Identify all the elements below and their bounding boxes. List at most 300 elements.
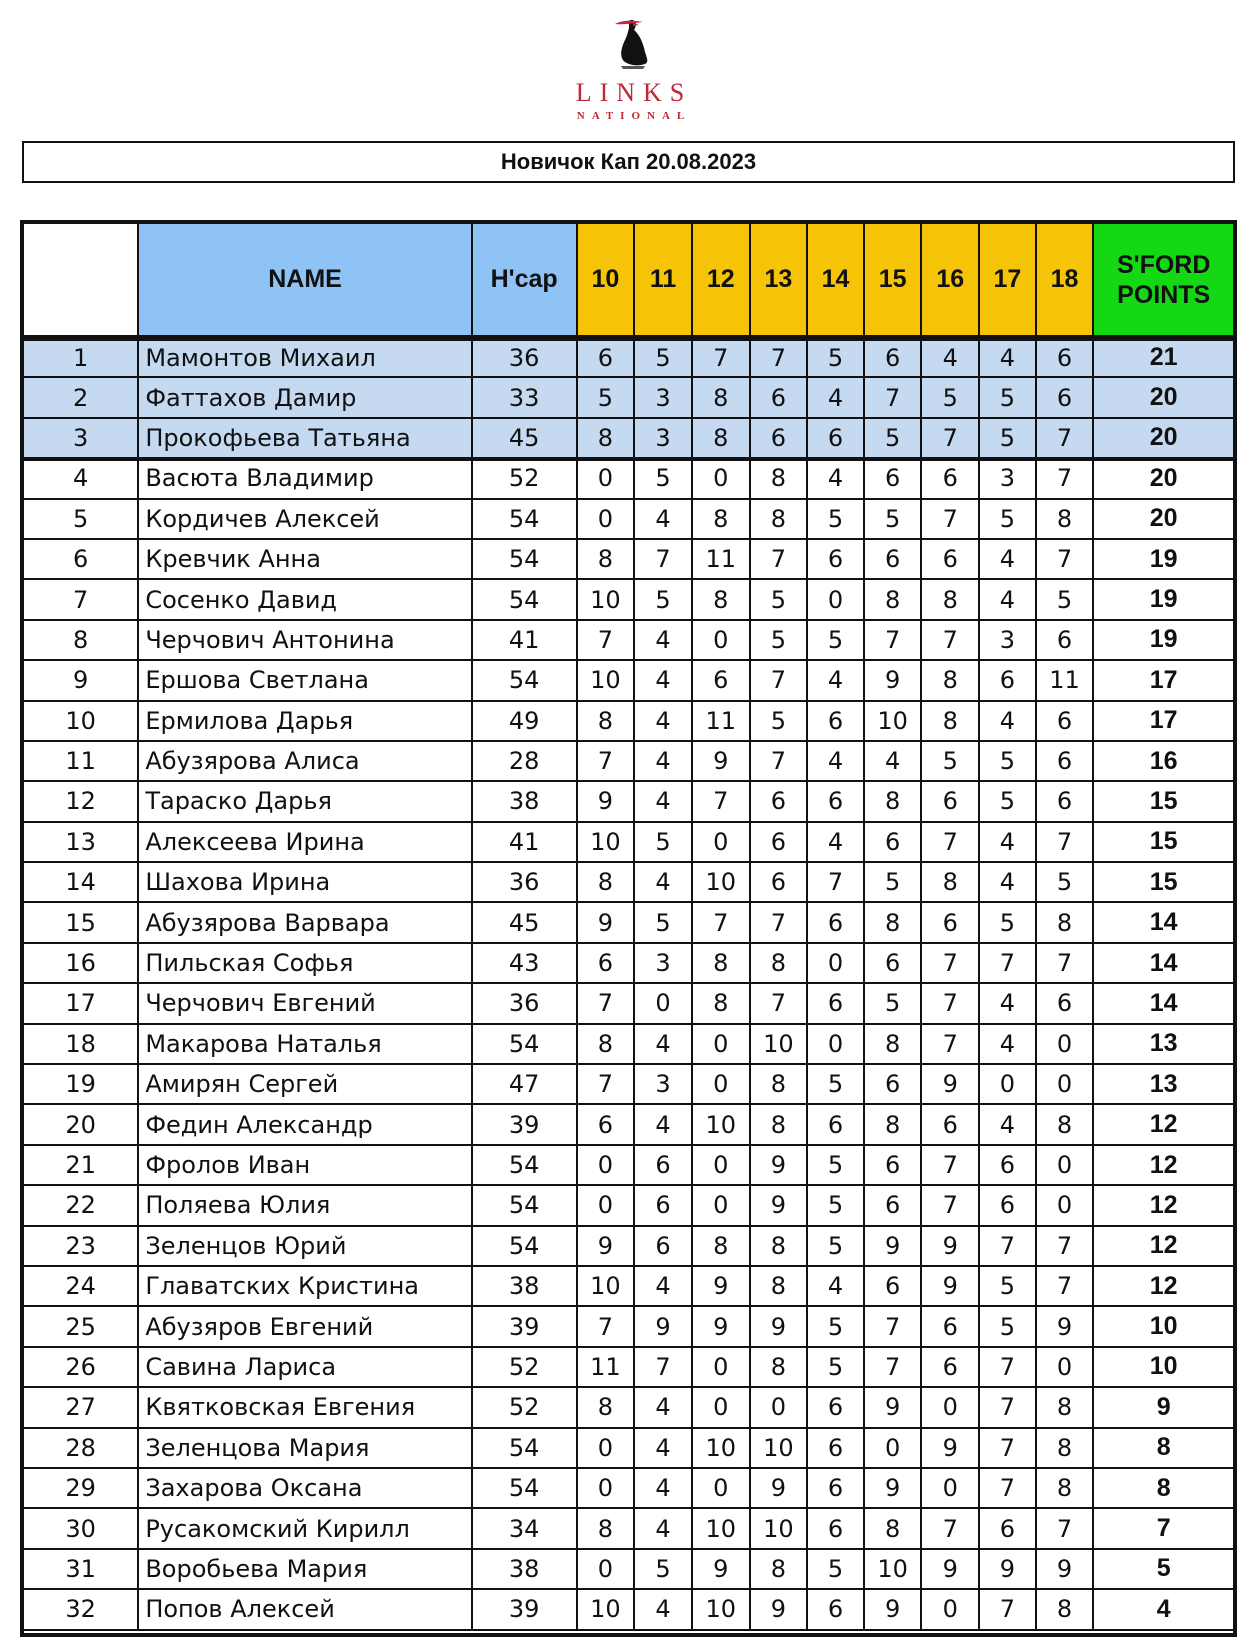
- hole-score-cell: 7: [750, 983, 808, 1023]
- hole-score-cell: 10: [692, 1104, 750, 1144]
- hole-score-cell: 4: [979, 539, 1036, 579]
- hole-score-cell: 6: [807, 1387, 864, 1427]
- hole-score-cell: 6: [864, 458, 922, 498]
- points-cell: 21: [1093, 337, 1234, 377]
- table-row: [23, 458, 1234, 498]
- hcap-cell: 52: [472, 1387, 577, 1427]
- hole-score-cell: 7: [807, 862, 864, 902]
- rank-cell: 28: [23, 1428, 138, 1468]
- header-row: [23, 223, 1234, 337]
- table-row: [23, 499, 1234, 539]
- hole-score-cell: 4: [807, 741, 864, 781]
- hole-score-cell: 4: [634, 1104, 692, 1144]
- hole-score-cell: 6: [864, 1064, 922, 1104]
- hole-score-cell: 5: [864, 499, 922, 539]
- hole-score-cell: 8: [921, 660, 979, 700]
- rank-cell: 32: [23, 1589, 138, 1629]
- hole-score-cell: 6: [864, 1185, 922, 1225]
- points-cell: 15: [1093, 822, 1234, 862]
- hole-score-cell: 5: [979, 902, 1036, 942]
- hole-score-cell: 8: [750, 1226, 808, 1266]
- hole-score-cell: 5: [1036, 862, 1094, 902]
- hole-score-cell: 10: [692, 1508, 750, 1548]
- hcap-cell: 54: [472, 1145, 577, 1185]
- hcap-header: H'cap: [472, 223, 577, 337]
- hcap-cell: 41: [472, 620, 577, 660]
- hole-score-cell: 7: [577, 1306, 635, 1346]
- hole-header: 17: [979, 223, 1036, 337]
- name-cell: Поляева Юлия: [138, 1185, 471, 1225]
- hole-score-cell: 7: [692, 337, 750, 377]
- hole-score-cell: 6: [807, 983, 864, 1023]
- hole-score-cell: 5: [979, 499, 1036, 539]
- hole-score-cell: 8: [750, 458, 808, 498]
- hole-score-cell: 5: [634, 822, 692, 862]
- table-row: [23, 1024, 1234, 1064]
- rank-cell: 9: [23, 660, 138, 700]
- hole-score-cell: 6: [577, 337, 635, 377]
- rank-cell: 20: [23, 1104, 138, 1144]
- hole-score-cell: 8: [692, 983, 750, 1023]
- hcap-cell: 54: [472, 1185, 577, 1225]
- hole-score-cell: 5: [979, 418, 1036, 458]
- hole-score-cell: 5: [807, 499, 864, 539]
- hole-score-cell: 4: [634, 660, 692, 700]
- table-row: [23, 377, 1234, 417]
- rank-cell: 18: [23, 1024, 138, 1064]
- hole-score-cell: 0: [1036, 1145, 1094, 1185]
- hole-score-cell: 0: [577, 1185, 635, 1225]
- table-row: [23, 1064, 1234, 1104]
- table-row: [23, 1145, 1234, 1185]
- name-cell: Тараско Дарья: [138, 781, 471, 821]
- points-header: [1093, 223, 1234, 337]
- hole-score-cell: 8: [864, 781, 922, 821]
- hole-score-cell: 7: [921, 620, 979, 660]
- hole-score-cell: 5: [807, 1226, 864, 1266]
- hole-score-cell: 4: [634, 701, 692, 741]
- hole-score-cell: 6: [864, 539, 922, 579]
- table-row: [23, 660, 1234, 700]
- hole-score-cell: 10: [750, 1508, 808, 1548]
- hole-score-cell: 4: [807, 660, 864, 700]
- hole-score-cell: 7: [979, 1428, 1036, 1468]
- name-cell: Васюта Владимир: [138, 458, 471, 498]
- name-header: NAME: [138, 223, 471, 337]
- hole-score-cell: 3: [979, 458, 1036, 498]
- hole-score-cell: 5: [750, 620, 808, 660]
- hole-score-cell: 7: [864, 377, 922, 417]
- hole-score-cell: 9: [921, 1266, 979, 1306]
- hole-score-cell: 9: [750, 1468, 808, 1508]
- hole-score-cell: 8: [577, 1024, 635, 1064]
- hole-score-cell: 9: [577, 781, 635, 821]
- hole-score-cell: 0: [692, 1387, 750, 1427]
- points-cell: 14: [1093, 983, 1234, 1023]
- hole-score-cell: 10: [577, 1589, 635, 1629]
- name-cell: Черчович Евгений: [138, 983, 471, 1023]
- hole-score-cell: 3: [634, 943, 692, 983]
- hcap-cell: 54: [472, 1024, 577, 1064]
- hole-score-cell: 6: [750, 781, 808, 821]
- hole-score-cell: 4: [807, 458, 864, 498]
- table-row: [23, 1226, 1234, 1266]
- hcap-cell: 38: [472, 1266, 577, 1306]
- table-row: [23, 1104, 1234, 1144]
- hcap-cell: 52: [472, 1347, 577, 1387]
- hole-score-cell: 6: [921, 458, 979, 498]
- table-row: [23, 539, 1234, 579]
- name-cell: Амирян Сергей: [138, 1064, 471, 1104]
- hole-score-cell: 9: [921, 1428, 979, 1468]
- rank-cell: 17: [23, 983, 138, 1023]
- hole-score-cell: 0: [577, 1428, 635, 1468]
- hole-score-cell: 10: [577, 822, 635, 862]
- hole-score-cell: 7: [692, 781, 750, 821]
- logo-brand: LINKS: [575, 78, 693, 107]
- hole-score-cell: 5: [921, 741, 979, 781]
- hole-score-cell: 4: [634, 1508, 692, 1548]
- points-cell: 4: [1093, 1589, 1234, 1629]
- rank-cell: 5: [23, 499, 138, 539]
- hole-score-cell: 5: [979, 1306, 1036, 1346]
- hole-score-cell: 0: [692, 1347, 750, 1387]
- hole-score-cell: 4: [979, 701, 1036, 741]
- table-row: [23, 1428, 1234, 1468]
- hole-score-cell: 8: [750, 1104, 808, 1144]
- hole-score-cell: 6: [979, 660, 1036, 700]
- hole-score-cell: 6: [921, 1347, 979, 1387]
- hole-score-cell: 0: [692, 1185, 750, 1225]
- name-cell: Макарова Наталья: [138, 1024, 471, 1064]
- hole-score-cell: 6: [979, 1508, 1036, 1548]
- hole-header: 11: [634, 223, 692, 337]
- hole-score-cell: 0: [692, 1145, 750, 1185]
- hcap-cell: 54: [472, 1226, 577, 1266]
- points-cell: 10: [1093, 1306, 1234, 1346]
- hole-score-cell: 5: [807, 1064, 864, 1104]
- hole-score-cell: 0: [634, 983, 692, 1023]
- hole-score-cell: 5: [807, 1549, 864, 1589]
- hole-header: 10: [577, 223, 635, 337]
- hole-score-cell: 6: [750, 862, 808, 902]
- hole-score-cell: 8: [1036, 1468, 1094, 1508]
- hole-score-cell: 0: [577, 458, 635, 498]
- hole-score-cell: 8: [864, 1104, 922, 1144]
- hole-score-cell: 6: [634, 1185, 692, 1225]
- hole-score-cell: 5: [807, 337, 864, 377]
- rank-cell: 26: [23, 1347, 138, 1387]
- points-header-line2: POINTS: [1117, 280, 1211, 309]
- hole-score-cell: 9: [921, 1226, 979, 1266]
- hole-score-cell: 7: [577, 741, 635, 781]
- hole-score-cell: 4: [634, 741, 692, 781]
- hole-score-cell: 9: [1036, 1549, 1094, 1589]
- hole-score-cell: 0: [921, 1387, 979, 1427]
- hole-score-cell: 6: [1036, 701, 1094, 741]
- hole-score-cell: 7: [577, 620, 635, 660]
- hole-score-cell: 0: [577, 1145, 635, 1185]
- rank-cell: 14: [23, 862, 138, 902]
- hole-score-cell: 6: [864, 1145, 922, 1185]
- name-cell: Прокофьева Татьяна: [138, 418, 471, 458]
- hole-score-cell: 5: [634, 579, 692, 619]
- hole-score-cell: 0: [864, 1428, 922, 1468]
- hole-score-cell: 8: [864, 902, 922, 942]
- hole-score-cell: 8: [692, 499, 750, 539]
- table-row: [23, 781, 1234, 821]
- swoosh-icon: [615, 18, 643, 28]
- hole-header: 15: [864, 223, 922, 337]
- hole-score-cell: 6: [1036, 620, 1094, 660]
- table-row: [23, 418, 1234, 458]
- hole-score-cell: 8: [577, 418, 635, 458]
- hole-score-cell: 10: [692, 1589, 750, 1629]
- hole-score-cell: 7: [979, 1589, 1036, 1629]
- hole-score-cell: 11: [692, 539, 750, 579]
- name-cell: Воробьева Мария: [138, 1549, 471, 1589]
- hole-score-cell: 4: [864, 741, 922, 781]
- hole-score-cell: 0: [577, 499, 635, 539]
- hole-score-cell: 8: [750, 1266, 808, 1306]
- hole-score-cell: 8: [750, 943, 808, 983]
- hole-score-cell: 6: [807, 1428, 864, 1468]
- hole-score-cell: 7: [1036, 943, 1094, 983]
- rank-cell: 16: [23, 943, 138, 983]
- points-cell: 13: [1093, 1064, 1234, 1104]
- hole-score-cell: 7: [979, 1347, 1036, 1387]
- hole-score-cell: 7: [634, 1347, 692, 1387]
- hole-score-cell: 6: [864, 337, 922, 377]
- hole-score-cell: 7: [921, 1024, 979, 1064]
- hole-score-cell: 6: [1036, 781, 1094, 821]
- event-title: Новичок Кап 20.08.2023: [22, 141, 1235, 183]
- table-row: [23, 741, 1234, 781]
- hole-score-cell: 8: [577, 539, 635, 579]
- rank-cell: 19: [23, 1064, 138, 1104]
- hole-score-cell: 4: [979, 822, 1036, 862]
- rank-cell: 13: [23, 822, 138, 862]
- rank-cell: 8: [23, 620, 138, 660]
- rank-cell: 21: [23, 1145, 138, 1185]
- hole-score-cell: 9: [750, 1145, 808, 1185]
- hole-score-cell: 6: [807, 1508, 864, 1548]
- hole-score-cell: 10: [692, 1428, 750, 1468]
- hole-score-cell: 9: [921, 1064, 979, 1104]
- points-cell: 15: [1093, 781, 1234, 821]
- hole-score-cell: 5: [979, 377, 1036, 417]
- name-cell: Пильская Софья: [138, 943, 471, 983]
- hole-score-cell: 8: [864, 1024, 922, 1064]
- hole-score-cell: 9: [692, 1306, 750, 1346]
- hole-score-cell: 3: [634, 1064, 692, 1104]
- points-cell: 12: [1093, 1145, 1234, 1185]
- hole-score-cell: 6: [634, 1145, 692, 1185]
- hole-score-cell: 8: [750, 1549, 808, 1589]
- hole-score-cell: 0: [979, 1064, 1036, 1104]
- hole-score-cell: 6: [577, 1104, 635, 1144]
- hole-score-cell: 5: [864, 862, 922, 902]
- hole-score-cell: 7: [634, 539, 692, 579]
- name-cell: Захарова Оксана: [138, 1468, 471, 1508]
- hole-score-cell: 7: [864, 620, 922, 660]
- rank-cell: 22: [23, 1185, 138, 1225]
- hole-score-cell: 9: [634, 1306, 692, 1346]
- name-cell: Черчович Антонина: [138, 620, 471, 660]
- hole-score-cell: 4: [979, 337, 1036, 377]
- name-cell: Главатских Кристина: [138, 1266, 471, 1306]
- logo-subtitle: NATIONAL: [576, 110, 692, 122]
- hole-score-cell: 10: [750, 1024, 808, 1064]
- hole-score-cell: 6: [1036, 741, 1094, 781]
- table-row: [23, 1185, 1234, 1225]
- table-row: [23, 579, 1234, 619]
- hole-score-cell: 4: [807, 1266, 864, 1306]
- table-row: [23, 943, 1234, 983]
- hole-header: 18: [1036, 223, 1094, 337]
- hole-score-cell: 4: [634, 499, 692, 539]
- hole-score-cell: 5: [864, 983, 922, 1023]
- name-cell: Сосенко Давид: [138, 579, 471, 619]
- hcap-cell: 54: [472, 579, 577, 619]
- hole-score-cell: 4: [634, 1266, 692, 1306]
- hole-score-cell: 8: [692, 943, 750, 983]
- name-cell: Кревчик Анна: [138, 539, 471, 579]
- name-cell: Абузяров Евгений: [138, 1306, 471, 1346]
- hole-score-cell: 5: [921, 377, 979, 417]
- hcap-cell: 49: [472, 701, 577, 741]
- hole-score-cell: 7: [750, 660, 808, 700]
- hole-score-cell: 5: [750, 701, 808, 741]
- hole-score-cell: 5: [807, 1185, 864, 1225]
- name-cell: Попов Алексей: [138, 1589, 471, 1629]
- hole-score-cell: 0: [692, 1024, 750, 1064]
- points-cell: 12: [1093, 1185, 1234, 1225]
- hole-score-cell: 8: [577, 701, 635, 741]
- name-cell: Фролов Иван: [138, 1145, 471, 1185]
- hole-score-cell: 5: [979, 741, 1036, 781]
- hole-score-cell: 11: [1036, 660, 1094, 700]
- hole-score-cell: 0: [921, 1589, 979, 1629]
- hole-score-cell: 8: [692, 418, 750, 458]
- table-row: [23, 1387, 1234, 1427]
- name-cell: Савина Лариса: [138, 1347, 471, 1387]
- name-cell: Зеленцова Мария: [138, 1428, 471, 1468]
- hole-score-cell: 6: [692, 660, 750, 700]
- hole-score-cell: 7: [921, 1145, 979, 1185]
- hole-score-cell: 3: [979, 620, 1036, 660]
- hole-score-cell: 4: [921, 337, 979, 377]
- hcap-cell: 39: [472, 1104, 577, 1144]
- hole-score-cell: 8: [1036, 499, 1094, 539]
- hole-score-cell: 9: [750, 1185, 808, 1225]
- points-cell: 10: [1093, 1347, 1234, 1387]
- hole-score-cell: 4: [807, 377, 864, 417]
- points-cell: 20: [1093, 458, 1234, 498]
- hole-score-cell: 7: [979, 943, 1036, 983]
- points-cell: 7: [1093, 1508, 1234, 1548]
- table-row: [23, 983, 1234, 1023]
- hole-score-cell: 4: [979, 1024, 1036, 1064]
- table-row: [23, 822, 1234, 862]
- points-cell: 16: [1093, 741, 1234, 781]
- points-cell: 13: [1093, 1024, 1234, 1064]
- hole-score-cell: 6: [577, 943, 635, 983]
- table-row: [23, 1589, 1234, 1629]
- hole-score-cell: 8: [864, 1508, 922, 1548]
- points-cell: 15: [1093, 862, 1234, 902]
- hole-score-cell: 7: [1036, 822, 1094, 862]
- hole-score-cell: 5: [1036, 579, 1094, 619]
- hole-score-cell: 6: [807, 1104, 864, 1144]
- hole-score-cell: 5: [577, 377, 635, 417]
- points-cell: 20: [1093, 499, 1234, 539]
- rank-cell: 23: [23, 1226, 138, 1266]
- rank-cell: 11: [23, 741, 138, 781]
- hcap-cell: 28: [472, 741, 577, 781]
- table-row: [23, 701, 1234, 741]
- hole-score-cell: 7: [864, 1347, 922, 1387]
- rank-cell: 31: [23, 1549, 138, 1589]
- hole-score-cell: 4: [634, 862, 692, 902]
- hcap-cell: 41: [472, 822, 577, 862]
- table-row: [23, 1347, 1234, 1387]
- hole-score-cell: 6: [807, 418, 864, 458]
- hole-score-cell: 8: [1036, 902, 1094, 942]
- rank-cell: 30: [23, 1508, 138, 1548]
- hole-score-cell: 9: [864, 1589, 922, 1629]
- hole-score-cell: 9: [864, 660, 922, 700]
- hole-score-cell: 5: [634, 1549, 692, 1589]
- table-row: [23, 1549, 1234, 1589]
- table-row: [23, 1468, 1234, 1508]
- hcap-cell: 54: [472, 539, 577, 579]
- hcap-cell: 34: [472, 1508, 577, 1548]
- hole-score-cell: 0: [750, 1387, 808, 1427]
- name-cell: Мамонтов Михаил: [138, 337, 471, 377]
- hole-score-cell: 6: [1036, 377, 1094, 417]
- hole-score-cell: 5: [807, 1306, 864, 1346]
- hole-score-cell: 9: [692, 1549, 750, 1589]
- hole-score-cell: 6: [864, 1266, 922, 1306]
- hole-score-cell: 4: [634, 1024, 692, 1064]
- rank-cell: 12: [23, 781, 138, 821]
- hole-score-cell: 10: [750, 1428, 808, 1468]
- hole-score-cell: 7: [750, 539, 808, 579]
- hcap-cell: 43: [472, 943, 577, 983]
- hole-score-cell: 9: [577, 1226, 635, 1266]
- hole-score-cell: 11: [692, 701, 750, 741]
- hole-score-cell: 0: [692, 458, 750, 498]
- points-cell: 12: [1093, 1226, 1234, 1266]
- hcap-cell: 36: [472, 862, 577, 902]
- hole-score-cell: 10: [577, 1266, 635, 1306]
- hole-score-cell: 4: [979, 1104, 1036, 1144]
- hole-score-cell: 7: [921, 943, 979, 983]
- hole-score-cell: 10: [864, 701, 922, 741]
- name-cell: Федин Александр: [138, 1104, 471, 1144]
- hole-score-cell: 7: [979, 1468, 1036, 1508]
- hole-score-cell: 7: [1036, 458, 1094, 498]
- hole-score-cell: 4: [634, 1468, 692, 1508]
- hole-score-cell: 8: [692, 377, 750, 417]
- hole-score-cell: 0: [577, 1468, 635, 1508]
- hole-score-cell: 6: [979, 1145, 1036, 1185]
- points-cell: 20: [1093, 377, 1234, 417]
- hole-score-cell: 10: [864, 1549, 922, 1589]
- hole-score-cell: 9: [577, 902, 635, 942]
- hole-score-cell: 4: [979, 862, 1036, 902]
